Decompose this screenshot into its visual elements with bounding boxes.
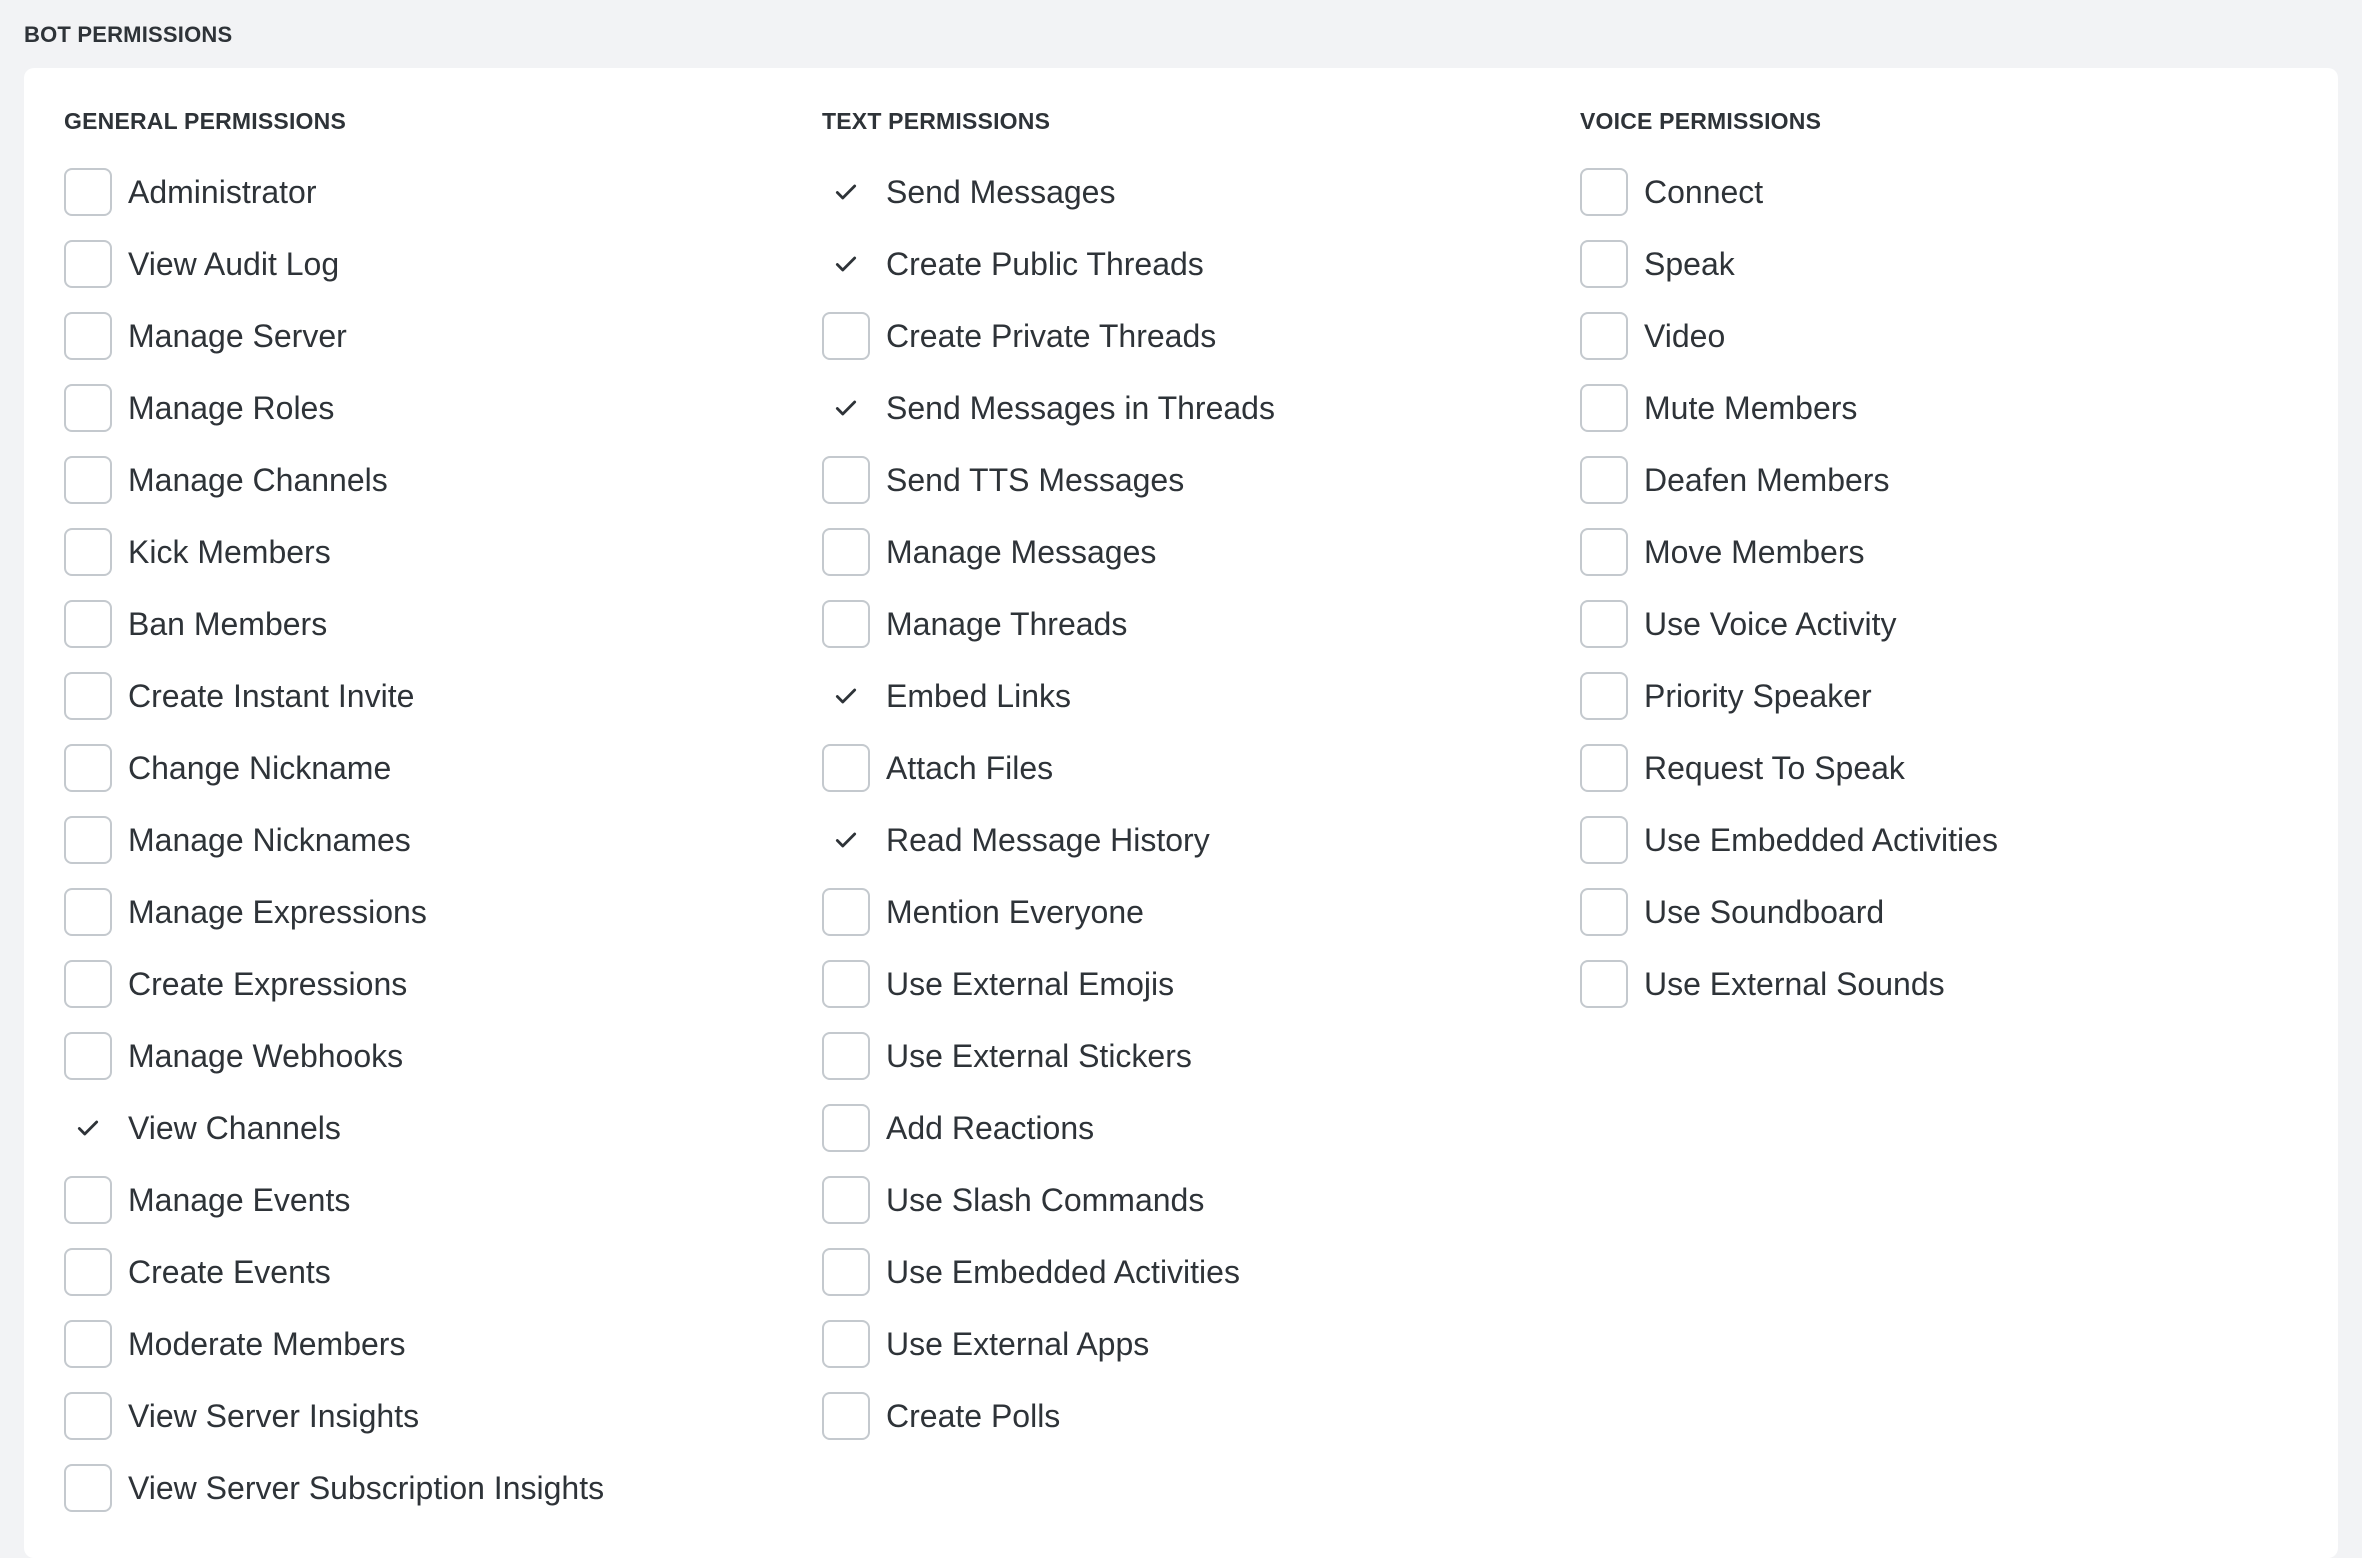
checkbox[interactable]: [1580, 168, 1628, 216]
permission-view-audit-log[interactable]: [64, 228, 604, 300]
permission-label: Move Members: [1644, 533, 1865, 570]
permission-label: Manage Roles: [128, 389, 335, 426]
checkbox[interactable]: [822, 816, 870, 864]
permission-label: Use External Emojis: [886, 965, 1175, 1002]
checkmark-icon: [833, 827, 859, 853]
permission-use-soundboard[interactable]: [1580, 876, 1998, 948]
checkmark-icon: [75, 1115, 101, 1141]
checkbox[interactable]: [64, 1248, 112, 1296]
checkbox[interactable]: [822, 312, 870, 360]
permission-attach-files[interactable]: [822, 732, 1275, 804]
permission-use-external-emojis[interactable]: [822, 948, 1275, 1020]
section-title: BOT PERMISSIONS: [24, 22, 233, 47]
permission-request-to-speak[interactable]: [1580, 732, 1998, 804]
permission-label: Request To Speak: [1644, 749, 1905, 786]
checkbox[interactable]: [64, 528, 112, 576]
permission-label: Administrator: [128, 173, 317, 210]
checkbox[interactable]: [1580, 240, 1628, 288]
checkbox[interactable]: [822, 240, 870, 288]
permission-manage-channels[interactable]: [64, 444, 604, 516]
permission-label: Send Messages: [886, 173, 1116, 210]
checkbox[interactable]: [822, 1104, 870, 1152]
checkbox[interactable]: [64, 1320, 112, 1368]
permission-manage-roles[interactable]: [64, 372, 604, 444]
checkbox[interactable]: [64, 456, 112, 504]
permission-create-polls[interactable]: [822, 1380, 1275, 1452]
checkbox[interactable]: [64, 888, 112, 936]
checkbox[interactable]: [64, 600, 112, 648]
checkbox[interactable]: [1580, 816, 1628, 864]
permission-label: Send TTS Messages: [886, 461, 1185, 498]
permission-label: Read Message History: [886, 821, 1210, 858]
permission-use-voice-activity[interactable]: [1580, 588, 1998, 660]
checkbox[interactable]: [822, 1176, 870, 1224]
permission-label: Create Expressions: [128, 965, 408, 1002]
permission-manage-threads[interactable]: [822, 588, 1275, 660]
permission-label: Manage Messages: [886, 533, 1157, 570]
checkbox[interactable]: [822, 1248, 870, 1296]
permission-label: Manage Webhooks: [128, 1037, 404, 1074]
checkbox[interactable]: [64, 744, 112, 792]
permission-label: Deafen Members: [1644, 461, 1890, 498]
checkbox[interactable]: [1580, 528, 1628, 576]
permission-label: Use Slash Commands: [886, 1181, 1205, 1218]
permission-use-external-sounds[interactable]: [1580, 948, 1998, 1020]
checkbox[interactable]: [64, 1464, 112, 1512]
checkbox[interactable]: [822, 1320, 870, 1368]
permission-change-nickname[interactable]: [64, 732, 604, 804]
checkbox[interactable]: [64, 1032, 112, 1080]
checkbox[interactable]: [64, 960, 112, 1008]
permission-label: Use External Sounds: [1644, 965, 1945, 1002]
checkbox[interactable]: [1580, 672, 1628, 720]
permission-use-embedded-activities[interactable]: [822, 1236, 1275, 1308]
permission-manage-events[interactable]: [64, 1164, 604, 1236]
permission-deafen-members[interactable]: [1580, 444, 1998, 516]
permission-label: Use Embedded Activities: [1644, 821, 1998, 858]
permission-label: Send Messages in Threads: [886, 389, 1275, 426]
permission-label: Manage Server: [128, 317, 347, 354]
permission-manage-nicknames[interactable]: [64, 804, 604, 876]
checkbox[interactable]: [64, 1176, 112, 1224]
permission-connect[interactable]: [1580, 156, 1998, 228]
permission-view-channels[interactable]: [64, 1092, 604, 1164]
checkbox[interactable]: [1580, 888, 1628, 936]
permission-list: [64, 156, 604, 1524]
permission-mute-members[interactable]: [1580, 372, 1998, 444]
permission-use-external-stickers[interactable]: [822, 1020, 1275, 1092]
checkbox[interactable]: [822, 1392, 870, 1440]
permission-speak[interactable]: [1580, 228, 1998, 300]
permission-label: Use External Apps: [886, 1325, 1150, 1362]
permission-send-messages[interactable]: [822, 156, 1275, 228]
checkbox[interactable]: [822, 528, 870, 576]
permission-manage-expressions[interactable]: [64, 876, 604, 948]
permission-manage-server[interactable]: [64, 300, 604, 372]
permission-label: Manage Nicknames: [128, 821, 411, 858]
permission-moderate-members[interactable]: [64, 1308, 604, 1380]
permission-use-embedded-activities[interactable]: [1580, 804, 1998, 876]
checkbox[interactable]: [822, 888, 870, 936]
checkbox[interactable]: [822, 1032, 870, 1080]
permission-label: Manage Channels: [128, 461, 388, 498]
permission-list: [1580, 156, 1998, 1020]
permission-label: Ban Members: [128, 605, 328, 642]
checkbox[interactable]: [1580, 744, 1628, 792]
permission-create-expressions[interactable]: [64, 948, 604, 1020]
column-title: TEXT PERMISSIONS: [822, 108, 1051, 134]
permission-label: Video: [1644, 317, 1726, 354]
permission-label: Create Private Threads: [886, 317, 1217, 354]
checkbox[interactable]: [822, 168, 870, 216]
checkbox[interactable]: [1580, 456, 1628, 504]
checkbox[interactable]: [822, 456, 870, 504]
permission-label: Speak: [1644, 245, 1735, 282]
permission-video[interactable]: [1580, 300, 1998, 372]
permission-label: Kick Members: [128, 533, 331, 570]
checkbox[interactable]: [64, 1104, 112, 1152]
permission-label: Create Instant Invite: [128, 677, 415, 714]
permission-label: View Server Insights: [128, 1397, 420, 1434]
checkbox[interactable]: [822, 600, 870, 648]
checkbox[interactable]: [1580, 960, 1628, 1008]
permission-create-events[interactable]: [64, 1236, 604, 1308]
checkbox[interactable]: [64, 816, 112, 864]
permission-label: Create Polls: [886, 1397, 1061, 1434]
permission-label: Manage Threads: [886, 605, 1128, 642]
permission-label: Priority Speaker: [1644, 677, 1872, 714]
permission-label: Mute Members: [1644, 389, 1858, 426]
permission-label: View Server Subscription Insights: [128, 1469, 605, 1506]
checkmark-icon: [833, 683, 859, 709]
permission-manage-messages[interactable]: [822, 516, 1275, 588]
permission-mention-everyone[interactable]: [822, 876, 1275, 948]
permission-label: Use Voice Activity: [1644, 605, 1897, 642]
checkmark-icon: [833, 395, 859, 421]
permission-label: Manage Expressions: [128, 893, 427, 930]
permission-label: View Audit Log: [128, 245, 340, 282]
permission-use-slash-commands[interactable]: [822, 1164, 1275, 1236]
checkbox[interactable]: [1580, 384, 1628, 432]
permission-priority-speaker[interactable]: [1580, 660, 1998, 732]
permission-create-public-threads[interactable]: [822, 228, 1275, 300]
checkbox[interactable]: [64, 240, 112, 288]
permission-create-instant-invite[interactable]: [64, 660, 604, 732]
checkbox[interactable]: [64, 312, 112, 360]
permission-view-server-subscription-insights[interactable]: [64, 1452, 604, 1524]
checkbox[interactable]: [64, 672, 112, 720]
permission-label: Moderate Members: [128, 1325, 406, 1362]
permission-label: Mention Everyone: [886, 893, 1144, 930]
permission-label: Change Nickname: [128, 749, 392, 786]
permission-add-reactions[interactable]: [822, 1092, 1275, 1164]
permission-administrator[interactable]: [64, 156, 604, 228]
checkmark-icon: [833, 179, 859, 205]
permission-label: View Channels: [128, 1109, 341, 1146]
column-title: GENERAL PERMISSIONS: [64, 108, 346, 134]
checkbox[interactable]: [1580, 312, 1628, 360]
checkbox[interactable]: [64, 384, 112, 432]
permission-label: Use Embedded Activities: [886, 1253, 1240, 1290]
permission-send-tts-messages[interactable]: [822, 444, 1275, 516]
permission-label: Add Reactions: [886, 1109, 1095, 1146]
checkbox[interactable]: [822, 960, 870, 1008]
checkbox[interactable]: [822, 744, 870, 792]
permissions-panel: [24, 68, 2338, 1558]
permission-list: [822, 156, 1275, 1452]
checkbox[interactable]: [822, 384, 870, 432]
permission-move-members[interactable]: [1580, 516, 1998, 588]
permission-label: Create Public Threads: [886, 245, 1204, 282]
permission-embed-links[interactable]: [822, 660, 1275, 732]
permission-label: Connect: [1644, 173, 1764, 210]
permission-label: Embed Links: [886, 677, 1071, 714]
permission-label: Manage Events: [128, 1181, 351, 1218]
permission-read-message-history[interactable]: [822, 804, 1275, 876]
permission-label: Attach Files: [886, 749, 1054, 786]
permission-manage-webhooks[interactable]: [64, 1020, 604, 1092]
permission-ban-members[interactable]: [64, 588, 604, 660]
permission-view-server-insights[interactable]: [64, 1380, 604, 1452]
checkbox[interactable]: [64, 1392, 112, 1440]
checkmark-icon: [833, 251, 859, 277]
permission-label: Create Events: [128, 1253, 331, 1290]
checkbox[interactable]: [1580, 600, 1628, 648]
permission-label: Use External Stickers: [886, 1037, 1192, 1074]
checkbox[interactable]: [822, 672, 870, 720]
column-title: VOICE PERMISSIONS: [1580, 108, 1822, 134]
permission-kick-members[interactable]: [64, 516, 604, 588]
permission-send-messages-in-threads[interactable]: [822, 372, 1275, 444]
permission-label: Use Soundboard: [1644, 893, 1885, 930]
checkbox[interactable]: [64, 168, 112, 216]
permission-create-private-threads[interactable]: [822, 300, 1275, 372]
permission-use-external-apps[interactable]: [822, 1308, 1275, 1380]
